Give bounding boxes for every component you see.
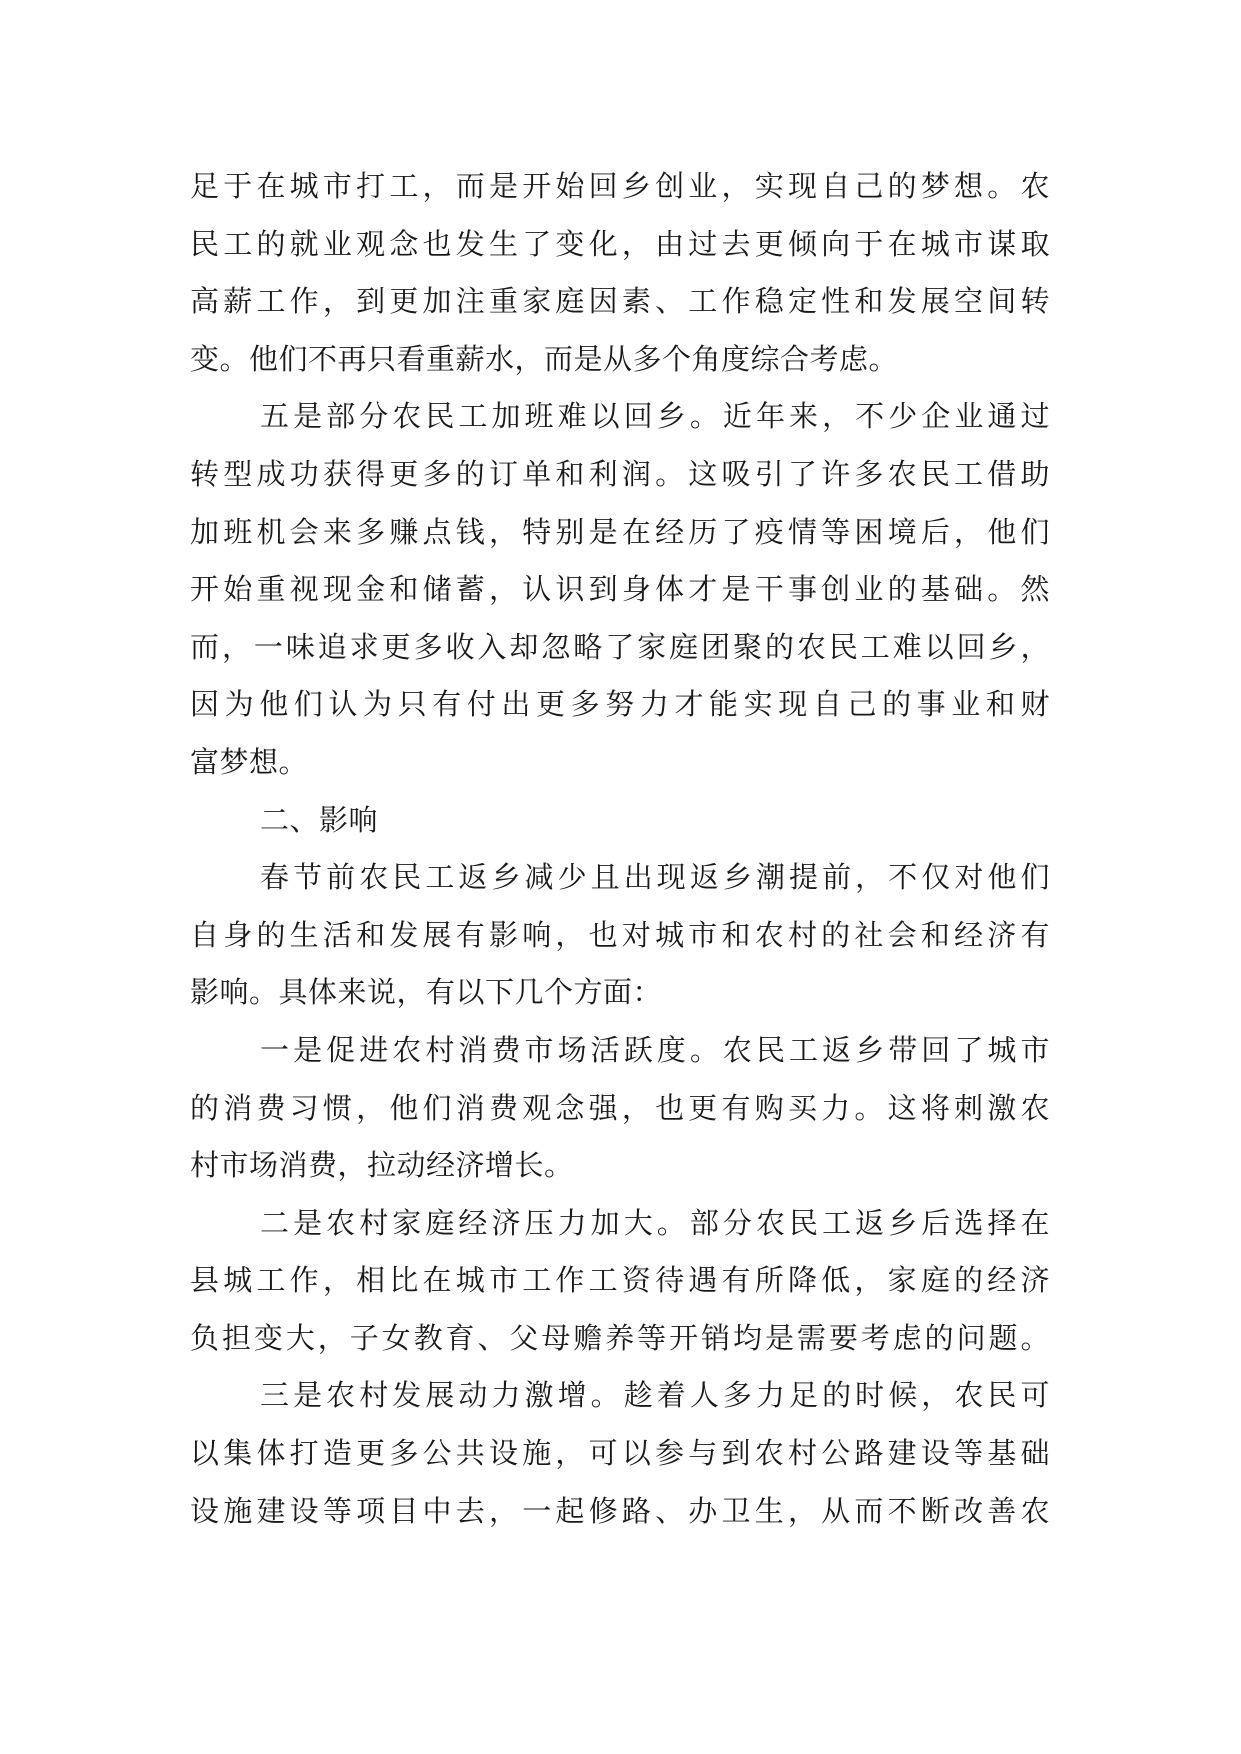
text-line: 而，一味追求更多收入却忽略了家庭团聚的农民工难以回乡， bbox=[190, 629, 1050, 664]
text-line: 高薪工作，到更加注重家庭因素、工作稳定性和发展空间转 bbox=[190, 284, 1050, 319]
text-line: 自身的生活和发展有影响，也对城市和农村的社会和经济有 bbox=[190, 917, 1050, 952]
text-line: 设施建设等项目中去，一起修路、办卫生，从而不断改善农 bbox=[190, 1493, 1050, 1528]
document-body bbox=[190, 158, 1050, 1540]
text-line: 转型成功获得更多的订单和利润。这吸引了许多农民工借助 bbox=[190, 456, 1050, 491]
text-line: 富梦想。 bbox=[190, 744, 309, 779]
text-line: 足于在城市打工，而是开始回乡创业，实现自己的梦想。农 bbox=[190, 169, 1050, 203]
text-line: 民工的就业观念也发生了变化，由过去更倾向于在城市谋取 bbox=[190, 226, 1050, 261]
text-line: 影响。具体来说，有以下几个方面： bbox=[190, 975, 663, 1010]
text-line: 因为他们认为只有付出更多努力才能实现自己的事业和财 bbox=[190, 687, 1050, 722]
text-line: 加班机会来多赚点钱，特别是在经历了疫情等困境后，他们 bbox=[190, 514, 1050, 549]
text-line: 开始重视现金和储蓄，认识到身体才是干事创业的基础。然 bbox=[190, 572, 1050, 607]
text-line: 负担变大，子女教育、父母赡养等开销均是需要考虑的问题。 bbox=[190, 1320, 1050, 1355]
text-line: 的消费习惯，他们消费观念强，也更有购买力。这将刺激农 bbox=[190, 1090, 1050, 1125]
text-line: 变。他们不再只看重薪水，而是从多个角度综合考虑。 bbox=[190, 341, 899, 376]
text-line: 二、影响 bbox=[260, 802, 379, 837]
text-line: 县城工作，相比在城市工作工资待遇有所降低，家庭的经济 bbox=[190, 1263, 1050, 1298]
text-line: 五是部分农民工加班难以回乡。近年来，不少企业通过 bbox=[260, 399, 1050, 434]
text-line: 一是促进农村消费市场活跃度。农民工返乡带回了城市 bbox=[260, 1032, 1050, 1067]
text-line: 春节前农民工返乡减少且出现返乡潮提前，不仅对他们 bbox=[260, 860, 1050, 895]
text-line: 三是农村发展动力激增。趁着人多力足的时候，农民可 bbox=[260, 1378, 1050, 1413]
text-line: 以集体打造更多公共设施，可以参与到农村公路建设等基础 bbox=[190, 1436, 1050, 1471]
text-line: 二是农村家庭经济压力加大。部分农民工返乡后选择在 bbox=[260, 1205, 1050, 1240]
text-line: 村市场消费，拉动经济增长。 bbox=[190, 1148, 574, 1183]
